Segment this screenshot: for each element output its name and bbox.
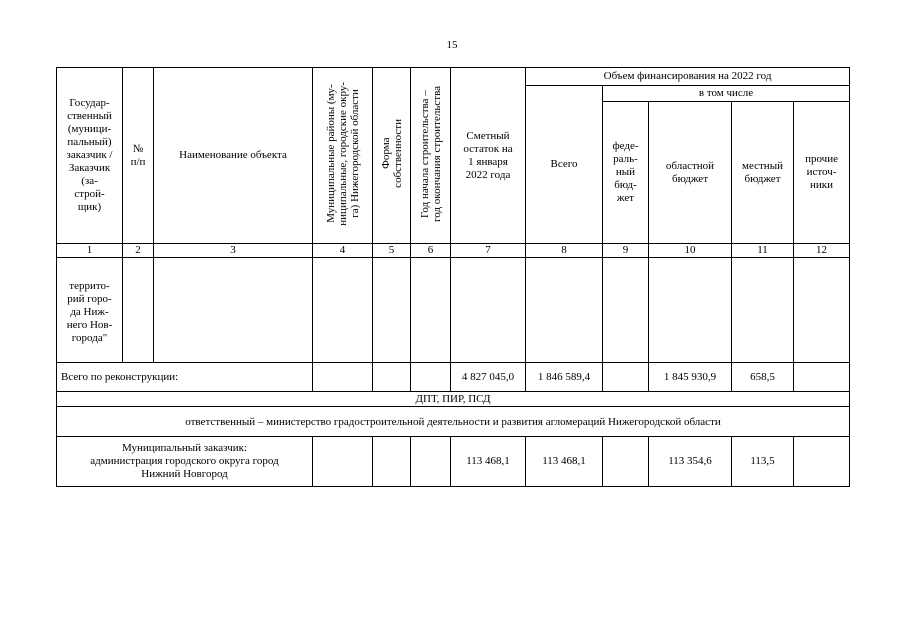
empty-cell [526,258,603,363]
column-number: 7 [451,244,526,258]
header-other: прочие источ- ники [794,102,850,244]
reconstruction-estimate: 4 827 045,0 [451,363,526,392]
reconstruction-local: 658,5 [732,363,794,392]
empty-cell [411,363,451,392]
header-federal: феде- раль- ный бюд- жет [603,102,649,244]
column-number: 1 [57,244,123,258]
empty-cell [313,437,373,487]
column-numbers-row [57,244,850,258]
empty-cell [373,258,411,363]
empty-cell [649,258,732,363]
column-number: 8 [526,244,603,258]
header-years-text: Год начала строительства – год окончания строительства [418,85,443,222]
municipal-local: 113,5 [732,437,794,487]
empty-cell [794,258,850,363]
empty-cell [313,258,373,363]
column-number: 11 [732,244,794,258]
municipal-estimate: 113 468,1 [451,437,526,487]
header-including: в том числе [603,86,850,102]
empty-cell [154,258,313,363]
header-ownership [373,68,411,244]
empty-cell [603,258,649,363]
empty-cell [411,258,451,363]
financing-table [56,67,850,487]
responsible-ministry: ответственный – министерство градостроительной деятельности и развития агломераций Нижегородской области [57,407,850,437]
municipal-federal [603,437,649,487]
municipal-total: 113 468,1 [526,437,603,487]
reconstruction-federal [603,363,649,392]
empty-cell [732,258,794,363]
header-ownership-text: Форма собственности [379,119,404,188]
empty-cell [373,363,411,392]
empty-cell [411,437,451,487]
municipal-regional: 113 354,6 [649,437,732,487]
header-total: Всего [526,86,603,244]
header-object-name: Наименование объекта [154,68,313,244]
header-customer: Государ- ственный (муници- пальный) заказчик / Заказчик (за- строй- щик) [57,68,123,244]
header-districts-text: Муниципальные районы (му- ниципальные, городские окру- га) Нижегородской области [324,81,361,226]
reconstruction-total-row [57,363,850,392]
page-number: 15 [446,39,458,51]
continuation-row [57,258,850,363]
continuation-cell: террито- рий горо- да Ниж- него Нов- города" [57,258,123,363]
empty-cell [123,258,154,363]
column-number: 9 [603,244,649,258]
column-number: 5 [373,244,411,258]
column-number: 2 [123,244,154,258]
header-estimate: Сметный остаток на 1 января 2022 года [451,68,526,244]
header-districts [313,68,373,244]
municipal-customer-label: Муниципальный заказчик: администрация городского округа город Нижний Новгород [57,437,313,487]
column-number: 6 [411,244,451,258]
municipal-customer-row [57,437,850,487]
reconstruction-total-label: Всего по реконструкции: [57,363,313,392]
column-number: 4 [313,244,373,258]
column-number: 3 [154,244,313,258]
empty-cell [451,258,526,363]
municipal-other [794,437,850,487]
reconstruction-other [794,363,850,392]
column-number: 10 [649,244,732,258]
header-financing: Объем финансирования на 2022 год [526,68,850,86]
header-years [411,68,451,244]
reconstruction-total: 1 846 589,4 [526,363,603,392]
empty-cell [313,363,373,392]
header-regional: областной бюджет [649,102,732,244]
empty-cell [373,437,411,487]
section-title: ДПТ, ПИР, ПСД [57,392,850,407]
header-number: № п/п [123,68,154,244]
reconstruction-regional: 1 845 930,9 [649,363,732,392]
column-number: 12 [794,244,850,258]
header-local: местный бюджет [732,102,794,244]
